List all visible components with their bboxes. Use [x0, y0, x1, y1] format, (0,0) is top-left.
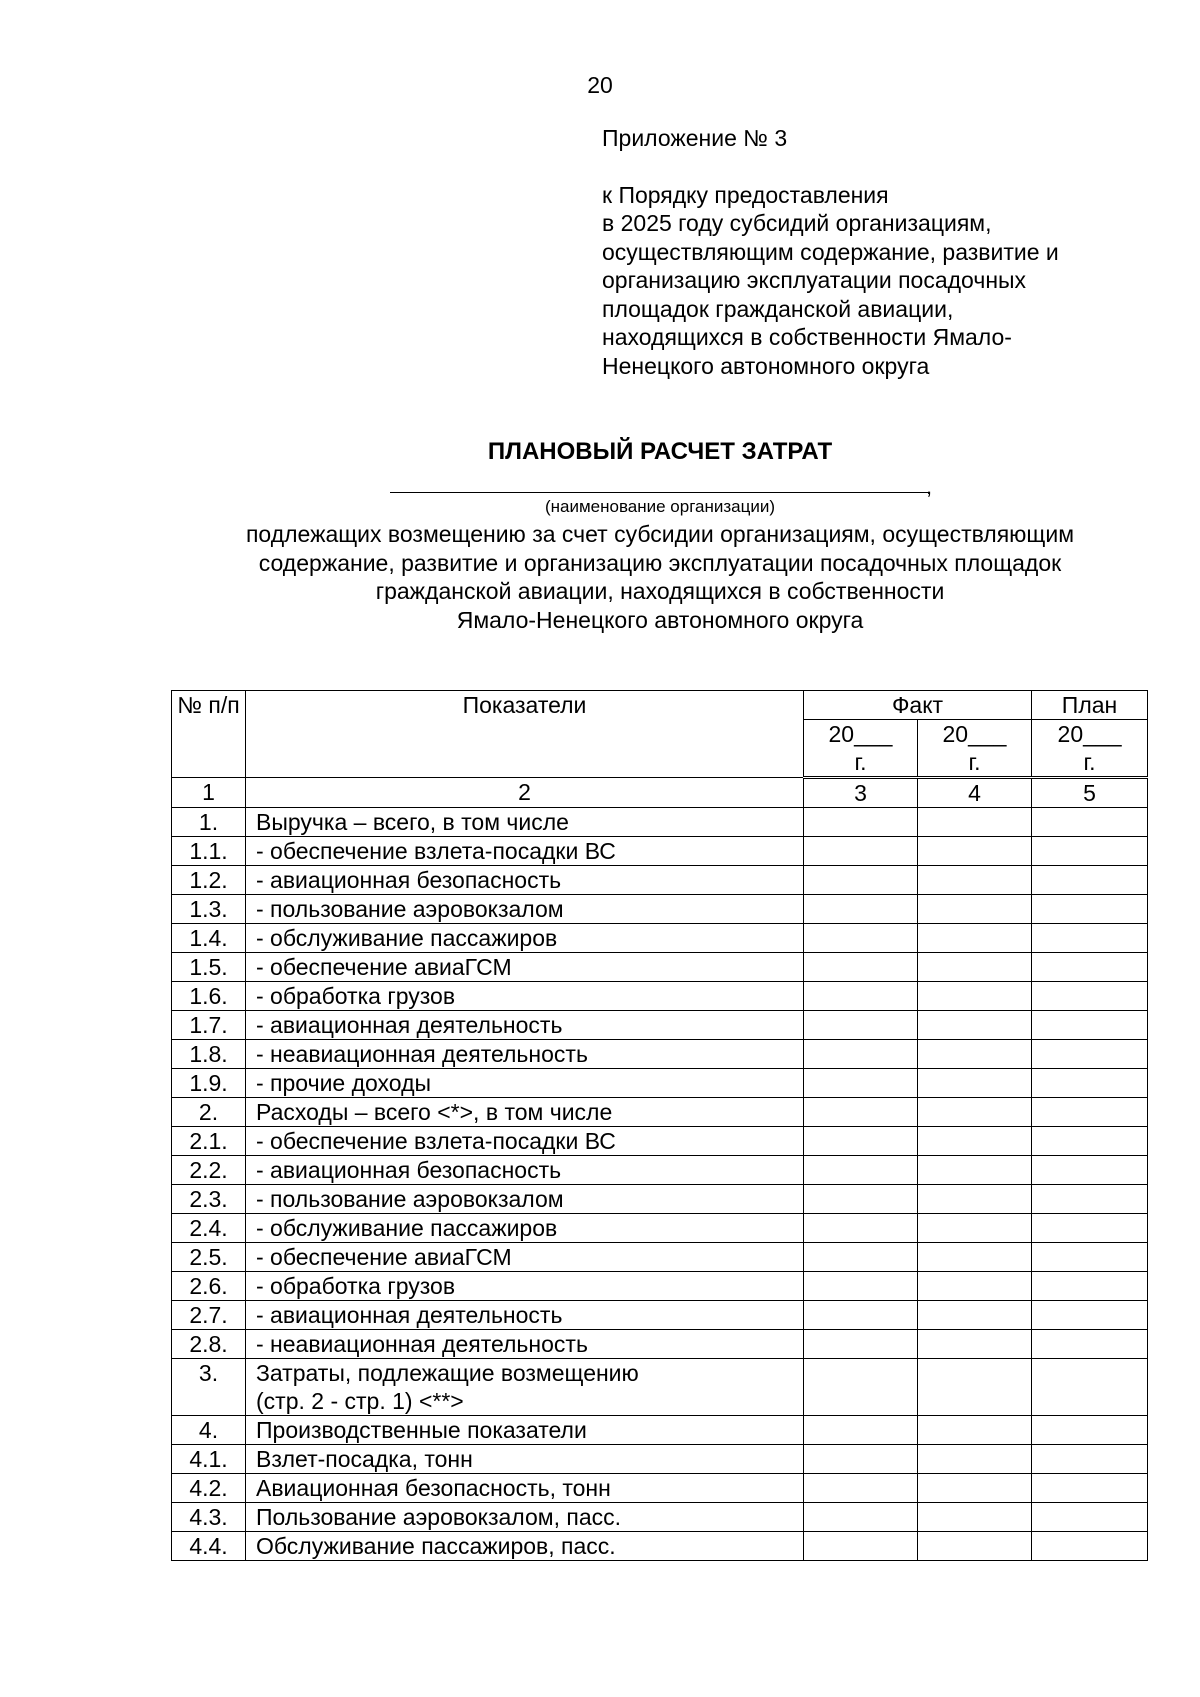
cell-fact-year-1[interactable] [804, 1272, 918, 1301]
row-number: 1.5. [172, 953, 246, 982]
subtitle-line: гражданской авиации, находящихся в собственности [375, 578, 945, 604]
table-row [172, 1127, 1148, 1156]
cell-plan-year[interactable] [1032, 895, 1148, 924]
table-row [172, 1330, 1148, 1359]
row-indicator: - пользование аэровокзалом [246, 895, 804, 924]
appendix-basis-line: осуществляющим содержание, развитие и [602, 238, 1059, 265]
cell-plan-year[interactable] [1032, 1359, 1148, 1416]
row-indicator: - обеспечение авиаГСМ [246, 953, 804, 982]
row-indicator: - обработка грузов [246, 982, 804, 1011]
cell-fact-year-1[interactable] [804, 1040, 918, 1069]
row-number: 2.3. [172, 1185, 246, 1214]
row-indicator: - обслуживание пассажиров [246, 1214, 804, 1243]
row-number: 1.3. [172, 895, 246, 924]
cell-fact-year-1[interactable] [804, 866, 918, 895]
row-indicator: - обслуживание пассажиров [246, 924, 804, 953]
table-row [172, 1272, 1148, 1301]
cell-fact-year-1[interactable] [804, 1330, 918, 1359]
appendix-basis-line: находящихся в собственности Ямало- [602, 324, 1012, 350]
column-index: 5 [1032, 778, 1148, 808]
table-row [172, 1040, 1148, 1069]
cell-plan-year[interactable] [1032, 924, 1148, 953]
cost-table [171, 690, 1148, 1561]
row-number: 1. [172, 808, 246, 837]
header-fact-year-1: 20___ г. [804, 720, 918, 778]
row-number: 1.4. [172, 924, 246, 953]
table-body [172, 778, 1148, 1561]
row-number: 2.1. [172, 1127, 246, 1156]
cell-fact-year-1[interactable] [804, 1503, 918, 1532]
row-number: 4.4. [172, 1532, 246, 1561]
column-index: 3 [804, 778, 918, 808]
cell-fact-year-1[interactable] [804, 1098, 918, 1127]
cell-fact-year-2[interactable] [918, 982, 1032, 1011]
subtitle-line: подлежащих возмещению за счет субсидии организациям, осуществляющим [245, 521, 1075, 547]
cell-fact-year-1[interactable] [804, 953, 918, 982]
table-row [172, 1156, 1148, 1185]
cell-fact-year-1[interactable] [804, 837, 918, 866]
organization-name-comma: , [926, 474, 933, 499]
cell-fact-year-2[interactable] [918, 866, 1032, 895]
organization-name-blank [390, 462, 930, 493]
cell-fact-year-2[interactable] [918, 1156, 1032, 1185]
row-indicator: - обеспечение взлета-посадки ВС [246, 837, 804, 866]
cell-fact-year-2[interactable] [918, 895, 1032, 924]
row-number: 2.8. [172, 1330, 246, 1359]
cell-plan-year[interactable] [1032, 808, 1148, 837]
cell-plan-year[interactable] [1032, 1214, 1148, 1243]
table-row [172, 1416, 1148, 1445]
table-row [172, 1243, 1148, 1272]
row-indicator: - авиационная безопасность [246, 866, 804, 895]
cell-plan-year[interactable] [1032, 1445, 1148, 1474]
table-row [172, 1474, 1148, 1503]
cell-plan-year[interactable] [1032, 1040, 1148, 1069]
cell-fact-year-2[interactable] [918, 1445, 1032, 1474]
cell-fact-year-2[interactable] [918, 1301, 1032, 1330]
organization-name-caption: (наименование организации) [544, 497, 776, 516]
row-number: 1.8. [172, 1040, 246, 1069]
subtitle-line: Ямало-Ненецкого автономного округа [456, 606, 864, 633]
cell-plan-year[interactable] [1032, 1272, 1148, 1301]
header-indicator: Показатели [246, 691, 804, 778]
cell-plan-year[interactable] [1032, 1503, 1148, 1532]
cell-plan-year[interactable] [1032, 1301, 1148, 1330]
cell-fact-year-1[interactable] [804, 1214, 918, 1243]
cell-fact-year-2[interactable] [918, 1532, 1032, 1561]
document-subtitle [0, 520, 1200, 634]
cell-fact-year-2[interactable] [918, 924, 1032, 953]
table-row [172, 1445, 1148, 1474]
row-number: 4.3. [172, 1503, 246, 1532]
appendix-title: Приложение № 3 [602, 125, 788, 151]
row-number: 2.6. [172, 1272, 246, 1301]
cell-fact-year-1[interactable] [804, 1243, 918, 1272]
cell-fact-year-2[interactable] [918, 1185, 1032, 1214]
cell-fact-year-2[interactable] [918, 1040, 1032, 1069]
cell-plan-year[interactable] [1032, 1127, 1148, 1156]
row-number: 3. [172, 1359, 246, 1416]
cell-fact-year-1[interactable] [804, 924, 918, 953]
appendix-basis [602, 181, 1162, 381]
table-row [172, 1185, 1148, 1214]
cell-fact-year-1[interactable] [804, 1011, 918, 1040]
row-indicator: - обеспечение взлета-посадки ВС [246, 1127, 804, 1156]
cell-plan-year[interactable] [1032, 866, 1148, 895]
cell-fact-year-2[interactable] [918, 1416, 1032, 1445]
page-number: 20 [587, 72, 613, 98]
row-indicator: - обработка грузов [246, 1272, 804, 1301]
row-indicator: Расходы – всего <*>, в том числе [246, 1098, 804, 1127]
cell-plan-year[interactable] [1032, 1416, 1148, 1445]
cell-fact-year-2[interactable] [918, 1011, 1032, 1040]
header-plan: План [1032, 691, 1148, 720]
cell-fact-year-2[interactable] [918, 1214, 1032, 1243]
row-indicator: Выручка – всего, в том числе [246, 808, 804, 837]
column-index: 4 [918, 778, 1032, 808]
row-number: 2.4. [172, 1214, 246, 1243]
row-indicator: - авиационная безопасность [246, 1156, 804, 1185]
table-row [172, 1069, 1148, 1098]
cell-plan-year[interactable] [1032, 1474, 1148, 1503]
cell-plan-year[interactable] [1032, 1156, 1148, 1185]
cell-plan-year[interactable] [1032, 1185, 1148, 1214]
cell-plan-year[interactable] [1032, 1243, 1148, 1272]
cell-fact-year-2[interactable] [918, 808, 1032, 837]
table-row [172, 1532, 1148, 1561]
row-number: 1.6. [172, 982, 246, 1011]
cell-plan-year[interactable] [1032, 1069, 1148, 1098]
cell-plan-year[interactable] [1032, 1330, 1148, 1359]
table-row [172, 924, 1148, 953]
table-row [172, 1359, 1148, 1416]
cell-fact-year-1[interactable] [804, 1474, 918, 1503]
table-row [172, 982, 1148, 1011]
cell-fact-year-2[interactable] [918, 1127, 1032, 1156]
row-indicator: - обеспечение авиаГСМ [246, 1243, 804, 1272]
cell-fact-year-2[interactable] [918, 1243, 1032, 1272]
table-row [172, 808, 1148, 837]
table-row [172, 1503, 1148, 1532]
row-indicator: Производственные показатели [246, 1416, 804, 1445]
table-row [172, 1011, 1148, 1040]
cell-plan-year[interactable] [1032, 953, 1148, 982]
table-row [172, 866, 1148, 895]
header-plan-year: 20___ г. [1032, 720, 1148, 778]
cell-fact-year-1[interactable] [804, 1359, 918, 1416]
appendix-block [602, 124, 1162, 380]
cell-fact-year-1[interactable] [804, 982, 918, 1011]
cell-fact-year-1[interactable] [804, 1069, 918, 1098]
header-num: № п/п [172, 691, 246, 778]
cell-plan-year[interactable] [1032, 1011, 1148, 1040]
row-indicator: - пользование аэровокзалом [246, 1185, 804, 1214]
appendix-basis-line: к Порядку предоставления [602, 181, 889, 208]
row-number: 4. [172, 1416, 246, 1445]
cell-fact-year-2[interactable] [918, 1330, 1032, 1359]
row-indicator-line: (стр. 2 - стр. 1) <**> [256, 1388, 464, 1414]
cell-plan-year[interactable] [1032, 982, 1148, 1011]
cell-fact-year-1[interactable] [804, 808, 918, 837]
cell-fact-year-1[interactable] [804, 1416, 918, 1445]
row-number: 1.2. [172, 866, 246, 895]
cell-plan-year[interactable] [1032, 837, 1148, 866]
row-number: 1.1. [172, 837, 246, 866]
row-indicator: Авиационная безопасность, тонн [246, 1474, 804, 1503]
subtitle-line: содержание, развитие и организацию эксплуатации посадочных площадок [258, 549, 1062, 576]
column-index: 2 [246, 778, 804, 808]
row-number: 2.5. [172, 1243, 246, 1272]
cell-fact-year-2[interactable] [918, 1503, 1032, 1532]
row-number: 1.7. [172, 1011, 246, 1040]
row-number: 4.1. [172, 1445, 246, 1474]
row-indicator: Обслуживание пассажиров, пасс. [246, 1532, 804, 1561]
appendix-basis-line: организацию эксплуатации посадочных [602, 267, 1027, 293]
cell-fact-year-1[interactable] [804, 1156, 918, 1185]
cell-fact-year-2[interactable] [918, 1098, 1032, 1127]
appendix-basis-line: площадок гражданской авиации, [602, 295, 954, 322]
row-indicator [246, 1359, 804, 1416]
cell-plan-year[interactable] [1032, 1098, 1148, 1127]
table-row [172, 1214, 1148, 1243]
row-indicator: - авиационная деятельность [246, 1011, 804, 1040]
document-title: ПЛАНОВЫЙ РАСЧЕТ ЗАТРАТ [487, 438, 833, 465]
appendix-basis-line: Ненецкого автономного округа [602, 352, 930, 379]
row-indicator: - неавиационная деятельность [246, 1330, 804, 1359]
cell-fact-year-2[interactable] [918, 1069, 1032, 1098]
table-row [172, 895, 1148, 924]
cell-plan-year[interactable] [1032, 1532, 1148, 1561]
cell-fact-year-1[interactable] [804, 1301, 918, 1330]
cell-fact-year-2[interactable] [918, 1474, 1032, 1503]
appendix-basis-line: в 2025 году субсидий организациям, [602, 210, 992, 236]
row-indicator: Взлет-посадка, тонн [246, 1445, 804, 1474]
cell-fact-year-1[interactable] [804, 895, 918, 924]
row-number: 2. [172, 1098, 246, 1127]
row-number: 2.2. [172, 1156, 246, 1185]
row-indicator: - авиационная деятельность [246, 1301, 804, 1330]
row-indicator: Пользование аэровокзалом, пасс. [246, 1503, 804, 1532]
header-fact-year-2: 20___ г. [918, 720, 1032, 778]
row-number: 1.9. [172, 1069, 246, 1098]
cell-fact-year-2[interactable] [918, 1272, 1032, 1301]
cell-fact-year-1[interactable] [804, 1532, 918, 1561]
header-fact: Факт [804, 691, 1032, 720]
row-indicator-line: Затраты, подлежащие возмещению [256, 1360, 639, 1386]
column-index: 1 [172, 778, 246, 808]
table-row [172, 953, 1148, 982]
table-row [172, 1098, 1148, 1127]
cell-fact-year-2[interactable] [918, 953, 1032, 982]
cell-fact-year-1[interactable] [804, 1445, 918, 1474]
table-row [172, 1301, 1148, 1330]
cell-fact-year-2[interactable] [918, 837, 1032, 866]
row-indicator: - неавиационная деятельность [246, 1040, 804, 1069]
row-indicator: - прочие доходы [246, 1069, 804, 1098]
cell-fact-year-1[interactable] [804, 1127, 918, 1156]
row-number: 2.7. [172, 1301, 246, 1330]
column-index-row [172, 778, 1148, 808]
row-number: 4.2. [172, 1474, 246, 1503]
cell-fact-year-2[interactable] [918, 1359, 1032, 1416]
table-row [172, 837, 1148, 866]
cell-fact-year-1[interactable] [804, 1185, 918, 1214]
